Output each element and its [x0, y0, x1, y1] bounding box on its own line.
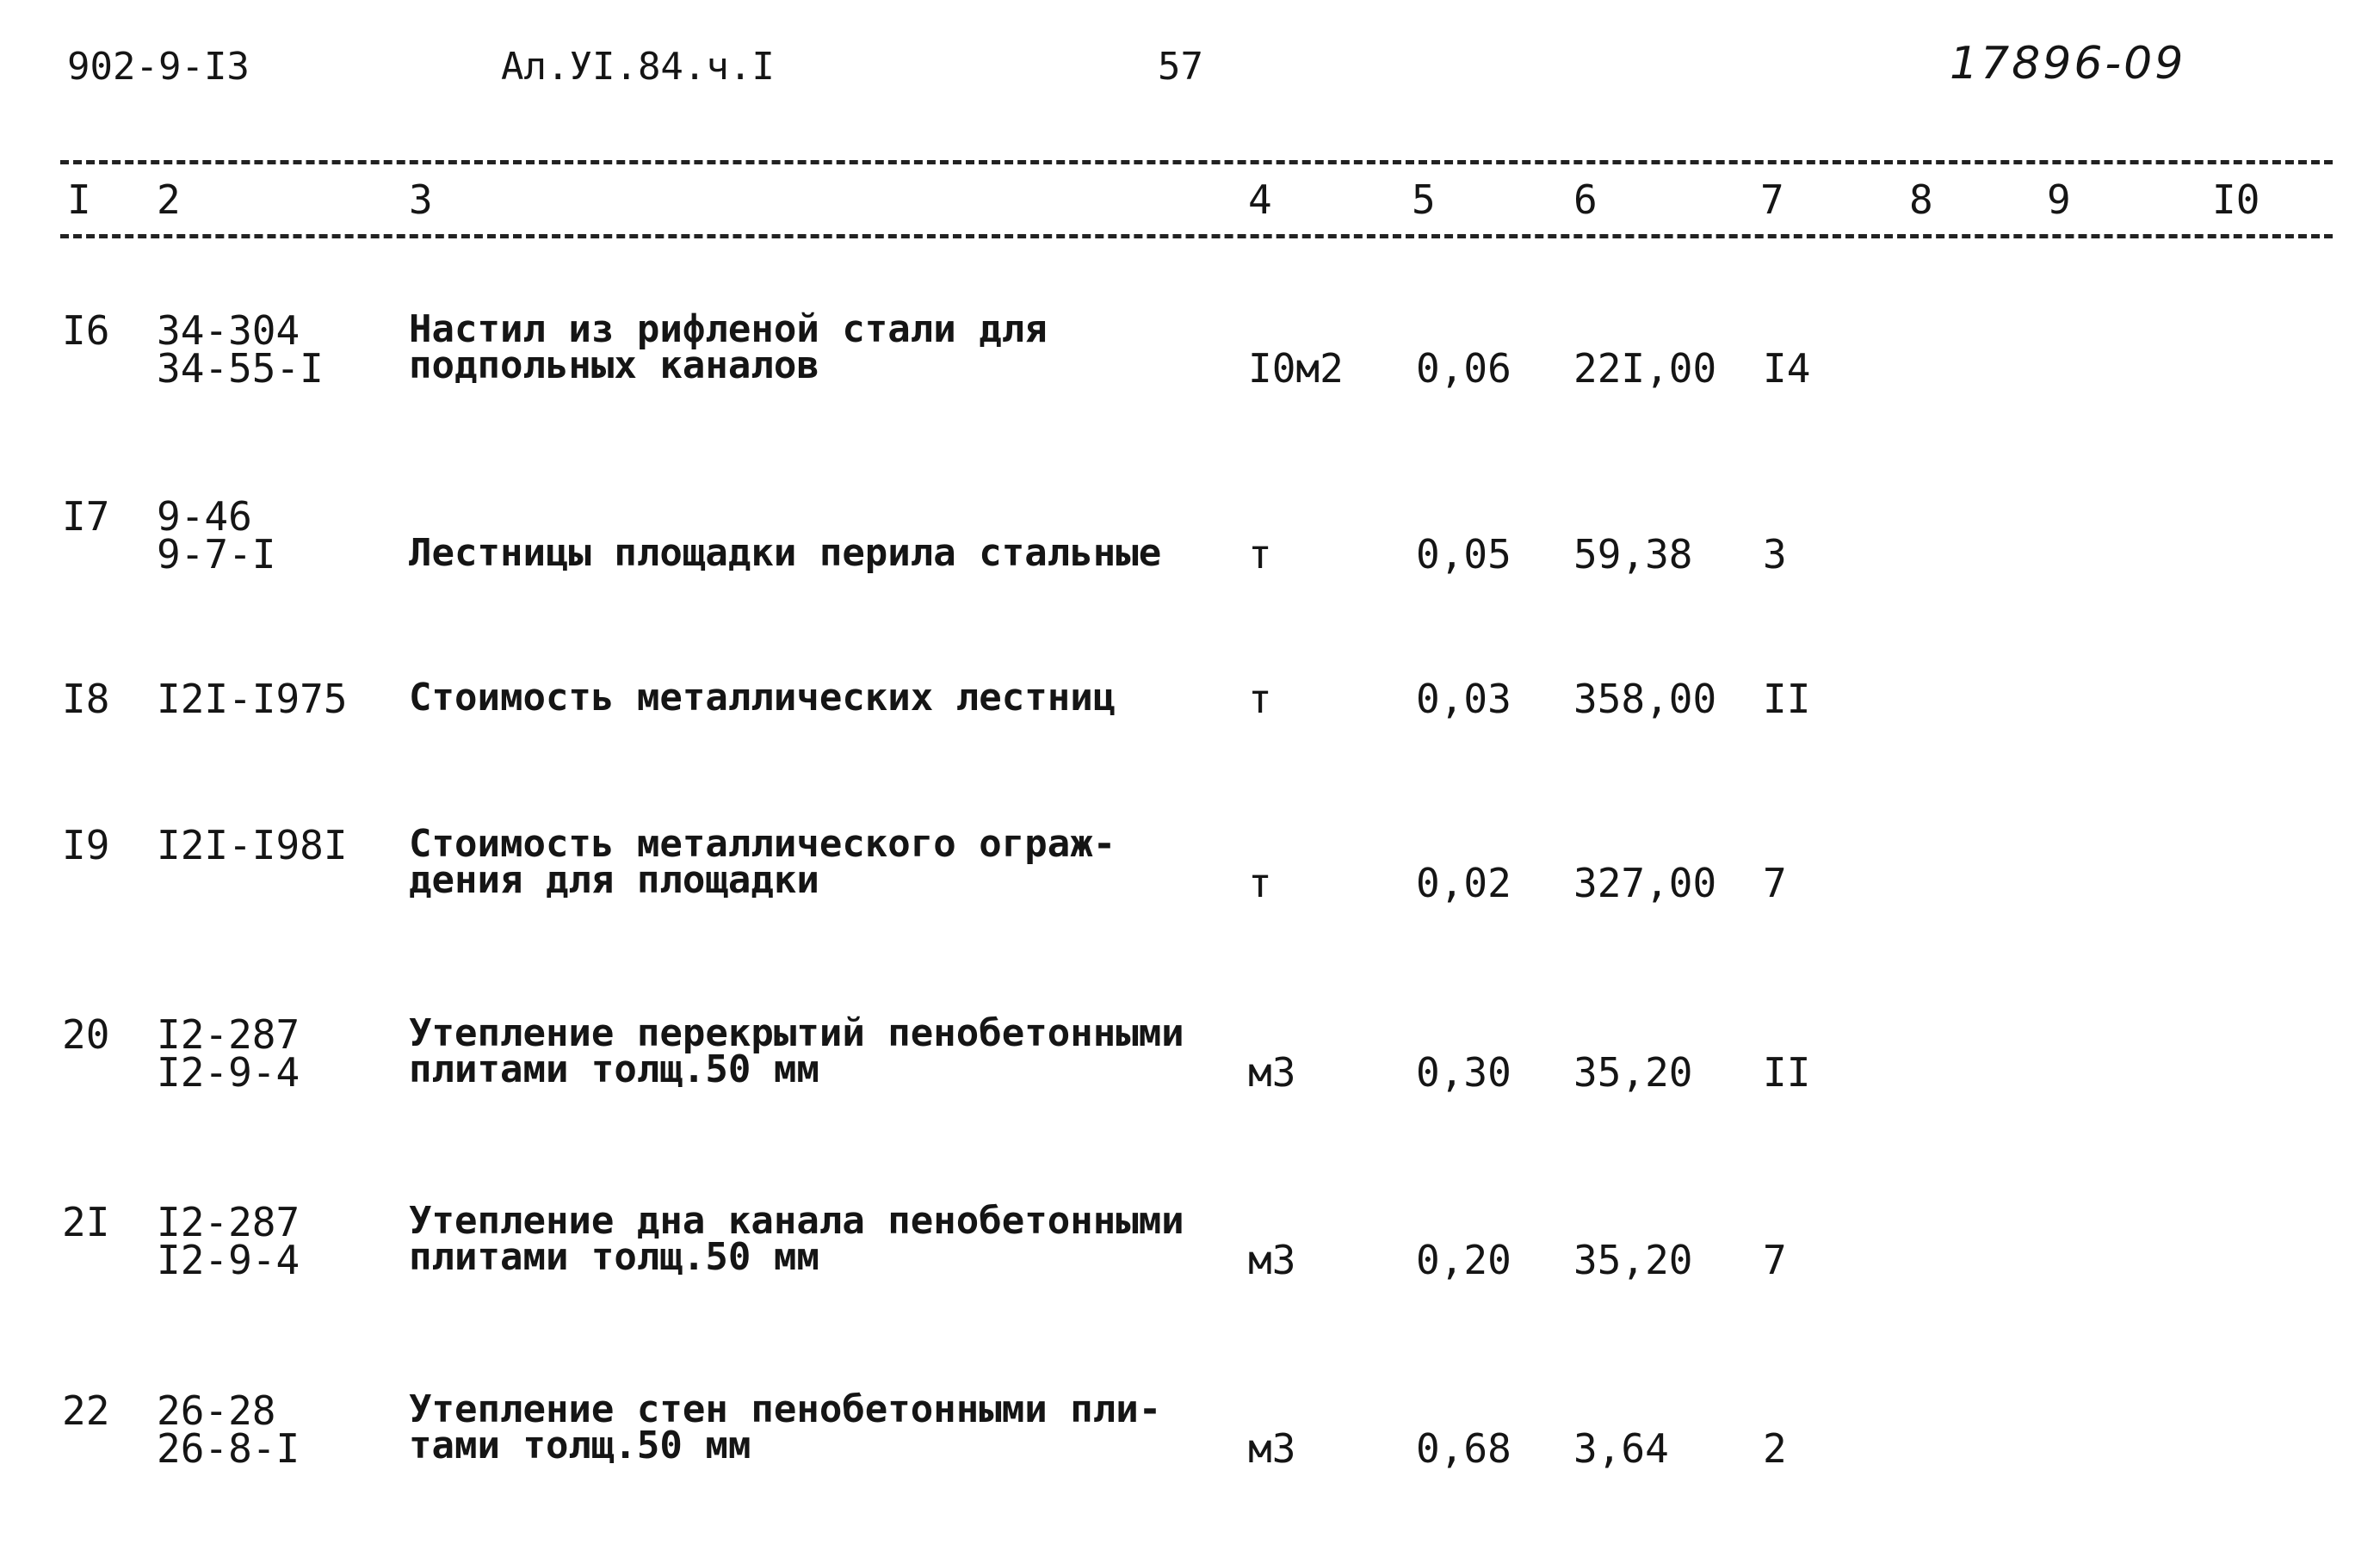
quantity: 0,05	[1416, 531, 1511, 578]
unit-price: 22I,00	[1573, 345, 1717, 392]
quantity: 0,03	[1416, 676, 1511, 722]
unit-price: 358,00	[1573, 676, 1717, 722]
total-cost: 3	[1763, 531, 1787, 578]
unit-of-measure: I0м2	[1248, 345, 1344, 392]
row-number: I9	[62, 822, 110, 868]
quantity: 0,02	[1416, 860, 1511, 906]
column-number: 3	[409, 176, 433, 223]
quantity: 0,30	[1416, 1049, 1511, 1096]
unit-price: 3,64	[1573, 1425, 1669, 1472]
work-description: дения для площадки	[409, 858, 819, 902]
row-number: 22	[62, 1387, 110, 1434]
total-cost: 2	[1763, 1425, 1787, 1472]
document-code: 902-9-I3	[67, 45, 250, 89]
total-cost: I4	[1763, 345, 1811, 392]
norm-code: I2I-I98I	[157, 822, 348, 868]
handwritten-stamp-number: 17896-09	[1950, 38, 2186, 90]
unit-price: 59,38	[1573, 531, 1693, 578]
norm-code: I2-9-4	[157, 1237, 300, 1283]
row-number: I6	[62, 307, 110, 354]
row-number: I8	[62, 676, 110, 722]
work-description: Утепление дна канала пенобетонными	[409, 1199, 1184, 1243]
row-number: 2I	[62, 1199, 110, 1245]
quantity: 0,68	[1416, 1425, 1511, 1472]
column-number: 8	[1909, 176, 1933, 223]
album-reference: Ал.УI.84.ч.I	[501, 45, 775, 89]
total-cost: 7	[1763, 860, 1787, 906]
unit-of-measure: т	[1248, 860, 1272, 906]
quantity: 0,20	[1416, 1237, 1511, 1283]
norm-code: 9-7-I	[157, 531, 276, 578]
total-cost: II	[1763, 676, 1811, 722]
total-cost: 7	[1763, 1237, 1787, 1283]
unit-of-measure: м3	[1248, 1425, 1296, 1472]
row-number: 20	[62, 1011, 110, 1058]
column-number: 2	[157, 176, 181, 223]
column-number: I0	[2212, 176, 2260, 223]
column-number: 7	[1760, 176, 1784, 223]
norm-code: 34-304	[157, 307, 300, 354]
unit-price: 327,00	[1573, 860, 1717, 906]
norm-code: I2I-I975	[157, 676, 348, 722]
column-number: 9	[2047, 176, 2071, 223]
work-description: Стоимость металлических лестниц	[409, 676, 1116, 720]
column-number: I	[67, 176, 91, 223]
header-top-rule	[60, 160, 2333, 164]
total-cost: II	[1763, 1049, 1811, 1096]
header-bottom-rule	[60, 234, 2333, 238]
unit-of-measure: т	[1248, 531, 1272, 578]
row-number: I7	[62, 493, 110, 540]
page-number: 57	[1158, 45, 1203, 89]
work-description: Утепление перекрытий пенобетонными	[409, 1011, 1184, 1055]
unit-of-measure: м3	[1248, 1237, 1296, 1283]
work-description: Стоимость металлического ограж-	[409, 822, 1116, 866]
unit-of-measure: т	[1248, 676, 1272, 722]
norm-code: 34-55-I	[157, 345, 324, 392]
column-number: 5	[1412, 176, 1436, 223]
work-description: подпольных каналов	[409, 343, 819, 387]
work-description: плитами толщ.50 мм	[409, 1047, 819, 1091]
norm-code: I2-9-4	[157, 1049, 300, 1096]
quantity: 0,06	[1416, 345, 1511, 392]
norm-code: 26-28	[157, 1387, 276, 1434]
work-description: Лестницы площадки перила стальные	[409, 531, 1162, 575]
work-description: плитами толщ.50 мм	[409, 1235, 819, 1279]
work-description: Настил из рифленой стали для	[409, 307, 1048, 351]
column-number: 6	[1573, 176, 1598, 223]
norm-code: 9-46	[157, 493, 252, 540]
work-description: тами толщ.50 мм	[409, 1424, 751, 1467]
unit-of-measure: м3	[1248, 1049, 1296, 1096]
norm-code: I2-287	[157, 1199, 300, 1245]
work-description: Утепление стен пенобетонными пли-	[409, 1387, 1162, 1431]
norm-code: 26-8-I	[157, 1425, 300, 1472]
column-number: 4	[1248, 176, 1272, 223]
norm-code: I2-287	[157, 1011, 300, 1058]
unit-price: 35,20	[1573, 1049, 1693, 1096]
unit-price: 35,20	[1573, 1237, 1693, 1283]
